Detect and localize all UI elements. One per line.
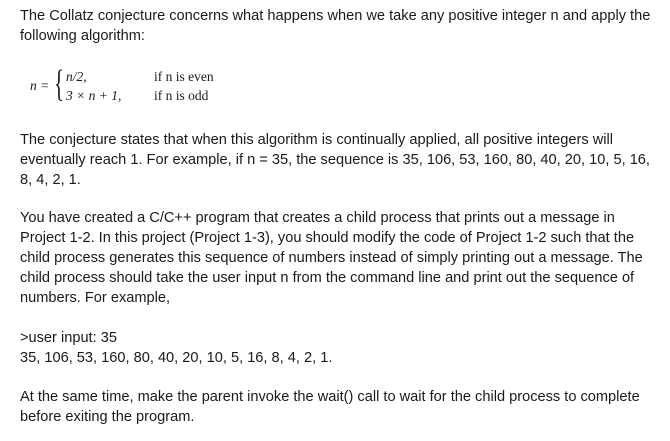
formula-lhs: n = bbox=[30, 78, 50, 93]
formula-brace: { bbox=[54, 63, 65, 105]
project-paragraph: You have created a C/C++ program that creates a child process that prints out a message in Project 1-2. In this project (Project 1-3), you should modify the code of Project 1-2 such that the child process generates this sequence of numbers instead of simply printing out a message. The child process should take the user input n from the command line and print out the sequence of numbers. For example, bbox=[20, 210, 643, 306]
intro-paragraph: The Collatz conjecture concerns what happens when we take any positive integer n and apply the following algorithm: bbox=[20, 8, 651, 44]
example-block bbox=[20, 328, 656, 368]
formula-case-even-cond: if n is even bbox=[154, 69, 214, 84]
formula-case-odd-cond: if n is odd bbox=[154, 88, 209, 103]
formula-case-even bbox=[66, 68, 214, 86]
conjecture-paragraph: The conjecture states that when this algorithm is continually applied, all positive integers will eventually reach 1. For example, if n = 35, the sequence is 35, 106, 53, 160, 80, 40, 20, 10, 5, 16, 8, 4, 2, 1. bbox=[20, 132, 650, 188]
example-output-line: 35, 106, 53, 160, 80, 40, 20, 10, 5, 16, 8, 4, 2, 1. bbox=[20, 350, 333, 366]
formula-case-even-expr: n/2, bbox=[66, 69, 87, 84]
example-input-line: >user input: 35 bbox=[20, 330, 117, 346]
formula-case-odd-expr: 3 × n + 1, bbox=[66, 88, 122, 103]
wait-paragraph: At the same time, make the parent invoke the wait() call to wait for the child process to complete before exiting the program. bbox=[20, 389, 640, 425]
collatz-formula bbox=[30, 63, 270, 108]
formula-case-odd bbox=[66, 87, 208, 105]
